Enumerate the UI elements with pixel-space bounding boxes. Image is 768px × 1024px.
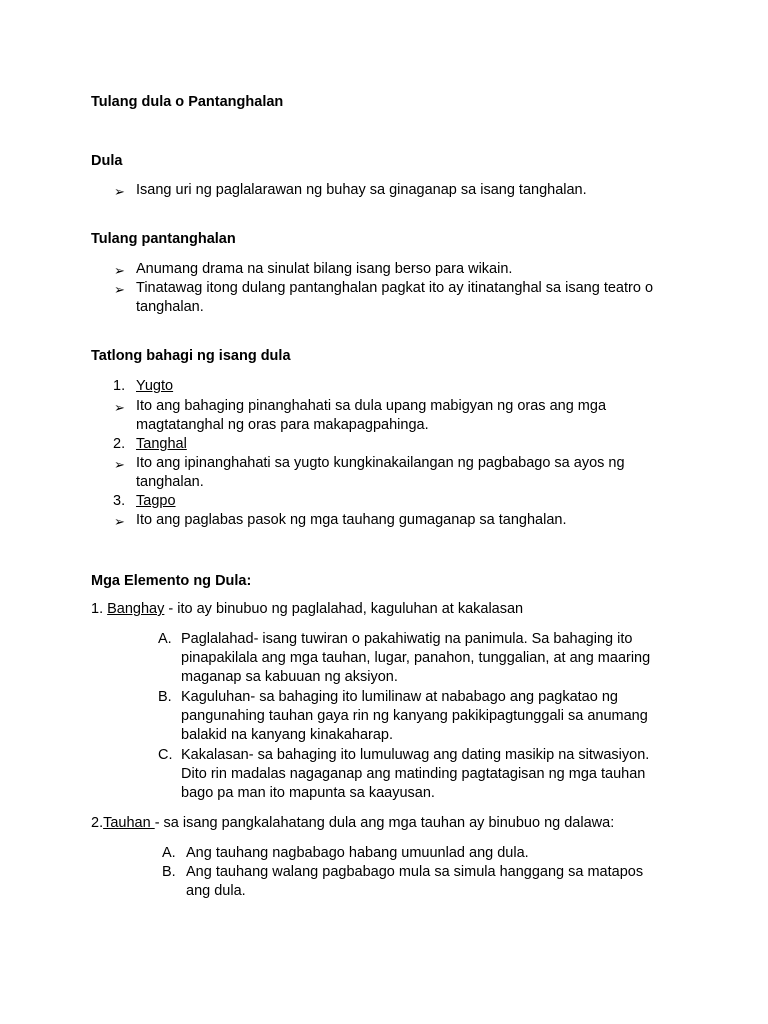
bullet-text-continued: magtatanghal ng oras para makapagpahinga. <box>136 417 429 433</box>
arrow-bullet-icon: ➢ <box>114 184 125 199</box>
bullet-text: Ito ang bahaging pinanghahati sa dula upang mabigyan ng oras ang mga <box>136 398 607 414</box>
element-line-banghay <box>91 600 523 619</box>
element-description: - sa isang pangkalahatang dula ang mga tauhan ay binubuo ng dalawa: <box>154 815 615 831</box>
heading-tulang-pantanghalan: Tulang pantanghalan <box>91 231 236 247</box>
document-title: Tulang dula o Pantanghalan <box>91 94 284 110</box>
bullet-text: Ito ang paglabas pasok ng mga tauhang gumaganap sa tanghalan. <box>136 512 567 528</box>
list-item-tagpo: Tagpo <box>136 493 176 509</box>
bullet-text: Anumang drama na sinulat bilang isang berso para wikain. <box>136 261 513 277</box>
list-number: 3. <box>113 493 126 509</box>
list-number: 2. <box>113 436 126 452</box>
list-number: 1. <box>113 378 126 394</box>
sub-item-text: pinapakilala ang mga tauhan, lugar, panahon, tunggalian, at ang maaring <box>181 650 651 666</box>
sub-item-text: Ang tauhang nagbabago habang umuunlad ang dula. <box>186 845 529 861</box>
sub-item-text: Kaguluhan- sa bahaging ito lumilinaw at nababago ang pagkatao ng <box>181 689 618 705</box>
arrow-bullet-icon: ➢ <box>114 457 125 472</box>
sub-item-text: balakid na kanyang kinakaharap. <box>181 727 394 743</box>
sub-item-text: Kakalasan- sa bahaging ito lumuluwag ang dating masikip na sitwasiyon. <box>181 747 650 763</box>
arrow-bullet-icon: ➢ <box>114 400 125 415</box>
heading-dula: Dula <box>91 153 123 169</box>
arrow-bullet-icon: ➢ <box>114 282 125 297</box>
bullet-text-continued: tanghalan. <box>136 299 204 315</box>
sub-item-text: maganap sa kabuuan ng aksiyon. <box>181 669 398 685</box>
element-number: 2. <box>91 815 104 831</box>
sub-item-text: pangunahing tauhan gaya rin ng kanyang pakikipagtunggali sa anumang <box>181 708 648 724</box>
sub-item-label: B. <box>158 689 172 705</box>
sub-item-text: bago pa man ito mapunta sa kaayusan. <box>181 785 435 801</box>
sub-item-text: Dito rin madalas nagaganap ang matinding pagtatagisan ng mga tauhan <box>181 766 646 782</box>
sub-item-text: Ang tauhang walang pagbabago mula sa simula hanggang sa matapos <box>186 864 644 880</box>
list-item-tanghal: Tanghal <box>136 436 187 452</box>
element-term-banghay: Banghay <box>107 601 165 617</box>
bullet-text: Isang uri ng paglalarawan ng buhay sa ginaganap sa isang tanghalan. <box>136 182 587 198</box>
arrow-bullet-icon: ➢ <box>114 514 125 529</box>
sub-item-label: A. <box>162 845 176 861</box>
arrow-bullet-icon: ➢ <box>114 263 125 278</box>
sub-item-label: A. <box>158 631 172 647</box>
element-number: 1. <box>91 601 104 617</box>
heading-mga-elemento: Mga Elemento ng Dula: <box>91 573 252 589</box>
sub-item-text: ang dula. <box>186 883 246 899</box>
bullet-text: Tinatawag itong dulang pantanghalan pagkat ito ay itinatanghal sa isang teatro o <box>136 280 654 296</box>
bullet-text-continued: tanghalan. <box>136 474 204 490</box>
sub-item-label: C. <box>158 747 173 763</box>
bullet-text: Ito ang ipinanghahati sa yugto kungkinakailangan ng pagbabago sa ayos ng <box>136 455 625 471</box>
element-description: - ito ay binubuo ng paglalahad, kaguluhan at kakalasan <box>164 601 524 617</box>
element-term-tauhan: Tauhan <box>103 815 155 831</box>
heading-tatlong-bahagi: Tatlong bahagi ng isang dula <box>91 348 291 364</box>
sub-item-text: Paglalahad- isang tuwiran o pakahiwatig na panimula. Sa bahaging ito <box>181 631 633 647</box>
sub-item-label: B. <box>162 864 176 880</box>
list-item-yugto: Yugto <box>136 378 174 394</box>
element-line-tauhan <box>91 814 614 833</box>
